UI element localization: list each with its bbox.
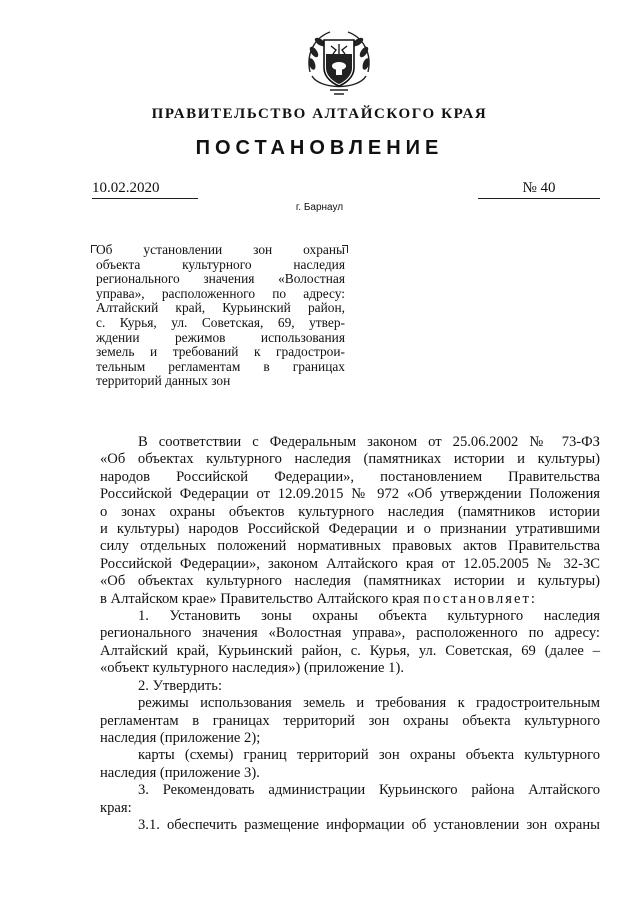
item-2b-line: карты (схемы) границ территорий зон охраны объекта культурного bbox=[138, 747, 600, 764]
subject-line: тельным регламентам в границах bbox=[96, 358, 345, 374]
item-2a-line: регламентам в границах территорий зон охраны объекта культурного bbox=[100, 712, 600, 729]
item-2a-line: режимы использования земель и требования к градостроительным bbox=[138, 695, 600, 712]
item-1-line: 1. Установить зоны охраны объекта культурного наследия bbox=[138, 608, 600, 625]
preamble-line: в Алтайском крае» Правительство Алтайского края bbox=[100, 590, 420, 607]
coat-of-arms-icon bbox=[300, 24, 378, 102]
preamble-line: силу отдельных положений нормативных правовых актов Правительства bbox=[100, 538, 600, 555]
item-2a-line: наследия (приложение 2); bbox=[100, 729, 261, 746]
item-1-line: регионального значения «Волостная управа», расположенного по адресу: bbox=[100, 625, 600, 642]
document-type-title: ПОСТАНОВЛЕНИЕ bbox=[195, 137, 444, 159]
preamble-line: В соответствии с Федеральным законом от 25.06.2002 № 73-ФЗ bbox=[138, 434, 600, 450]
city-label: г. Барнаул bbox=[295, 202, 344, 213]
subject-line: Об установлении зон охраны bbox=[96, 242, 345, 257]
item-2b-line: наследия (приложение 3). bbox=[100, 764, 260, 781]
preamble-line: Российской Федерации», законом Алтайского края от 12.05.2005 № 32-ЗС bbox=[100, 555, 600, 572]
subject-line: объекта культурного наследия bbox=[96, 256, 345, 272]
subject-line: регионального значения «Волостная bbox=[96, 271, 345, 287]
subject-line: с. Курья, ул. Советская, 69, утвер- bbox=[96, 314, 345, 330]
item-1-line: Алтайский край, Курьинский район, с. Курья, ул. Советская, 69 (далее – bbox=[100, 642, 600, 659]
resolves-word: постановляет: bbox=[423, 590, 537, 607]
item-3-line: 3. Рекомендовать администрации Курьинского района Алтайского bbox=[138, 782, 600, 799]
document-body bbox=[100, 434, 600, 834]
preamble-line: о зонах охраны объектов культурного наследия (памятников истории bbox=[100, 503, 600, 520]
organization-title: ПРАВИТЕЛЬСТВО АЛТАЙСКОГО КРАЯ bbox=[151, 106, 488, 122]
preamble-line: и культуры) народов Российской Федерации и о признании утратившими bbox=[100, 521, 600, 538]
item-3-line: края: bbox=[100, 799, 132, 816]
subject-line: земель и требований к градострои- bbox=[96, 344, 345, 360]
item-2-heading: 2. Утвердить: bbox=[138, 677, 223, 694]
document-date: 10.02.2020 bbox=[92, 178, 198, 199]
subject-line: ждении режимов использования bbox=[96, 329, 345, 345]
preamble-line: народов Российской Федерации», постановлением Правительства bbox=[100, 468, 600, 485]
item-1-line: «объект культурного наследия») (приложение 1). bbox=[100, 660, 404, 677]
item-3-1-line: 3.1. обеспечить размещение информации об установлении зон охраны bbox=[138, 816, 600, 833]
preamble-last-line bbox=[100, 591, 600, 608]
subject-line: управа», расположенного по адресу: bbox=[96, 285, 345, 301]
subject-line: Алтайский край, Курьинский район, bbox=[96, 300, 345, 316]
preamble-line: Российской Федерации от 12.09.2015 № 972 «Об утверждении Положения bbox=[100, 486, 600, 503]
preamble-line: «Об объектах культурного наследия (памятниках истории и культуры) bbox=[100, 573, 600, 590]
preamble-line: «Об объектах культурного наследия (памятниках истории и культуры) bbox=[100, 451, 600, 468]
document-subject bbox=[96, 243, 345, 389]
subject-line: территорий данных зон bbox=[96, 373, 231, 389]
document-number: № 40 bbox=[478, 178, 600, 199]
